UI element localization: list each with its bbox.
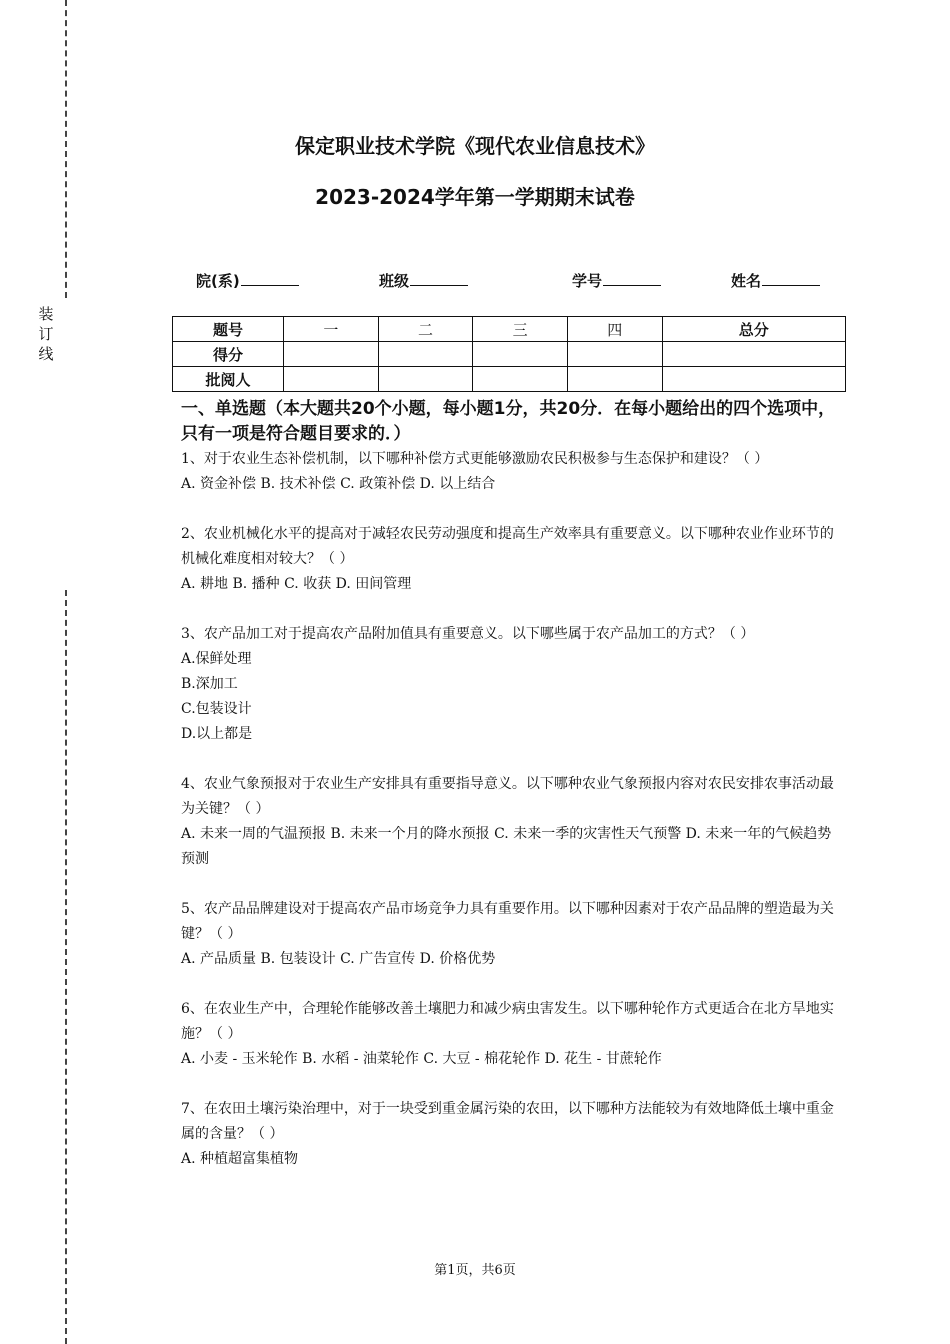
student-info-row [0,270,950,294]
score-cell[interactable] [284,342,379,367]
header-part-4: 四 [567,317,662,342]
question-options: A. 小麦 - 玉米轮作 B. 水稻 - 油菜轮作 C. 大豆 - 棉花轮作 D. 花生 - 甘蔗轮作 [181,1051,662,1067]
header-part-1: 一 [284,317,379,342]
question-options: A. 耕地 B. 播种 C. 收获 D. 田间管理 [181,576,412,592]
binding-line-bottom [65,590,67,1344]
question-options: A. 产品质量 B. 包装设计 C. 广告宣传 D. 价格优势 [181,951,496,967]
question-4 [181,772,841,872]
dept-field[interactable] [196,270,299,291]
dept-label: 院(系) [196,272,240,290]
question-option-b: B.深加工 [181,676,238,692]
student-id-label: 学号 [572,272,603,290]
score-cell[interactable] [662,342,845,367]
student-id-blank[interactable] [603,270,661,286]
grader-cell[interactable] [473,367,568,392]
class-field[interactable] [379,270,468,291]
question-stem: 2、农业机械化水平的提高对于减轻农民劳动强度和提高生产效率具有重要意义。以下哪种农业作业环节的机械化难度相对较大？（ ） [181,526,834,567]
grader-cell[interactable] [378,367,473,392]
class-label: 班级 [379,272,410,290]
grader-cell[interactable] [567,367,662,392]
exam-title: 保定职业技术学院《现代农业信息技术》 [295,134,655,158]
score-cell[interactable] [378,342,473,367]
question-5 [181,897,841,972]
header-part-3: 三 [473,317,568,342]
question-stem: 4、农业气象预报对于农业生产安排具有重要指导意义。以下哪种农业气象预报内容对农民安排农事活动最为关键？（ ） [181,776,834,817]
class-blank[interactable] [410,270,468,286]
score-table [172,316,846,392]
binding-label: 装订线 [38,305,54,363]
grader-row [173,367,846,392]
section-heading: 一、单选题（本大题共20个小题，每小题1分，共20分．在每小题给出的四个选项中，只有一项是符合题目要求的．） [181,399,836,444]
question-6 [181,997,841,1072]
question-stem: 3、农产品加工对于提高农产品附加值具有重要意义。以下哪些属于农产品加工的方式？（ ） [181,626,755,642]
question-stem: 7、在农田土壤污染治理中，对于一块受到重金属污染的农田，以下哪种方法能较为有效地降低土壤中重金属的含量？（ ） [181,1101,834,1142]
grader-row-label: 批阅人 [173,367,284,392]
score-table-header-row [173,317,846,342]
exam-subtitle: 2023-2024学年第一学期期末试卷 [315,185,635,209]
score-row [173,342,846,367]
question-options: A. 资金补偿 B. 技术补偿 C. 政策补偿 D. 以上结合 [181,476,496,492]
name-field[interactable] [731,270,820,291]
question-3 [181,622,841,747]
grader-cell[interactable] [662,367,845,392]
score-cell[interactable] [567,342,662,367]
question-7 [181,1097,841,1172]
name-blank[interactable] [762,270,820,286]
name-label: 姓名 [731,272,762,290]
score-row-label: 得分 [173,342,284,367]
question-stem: 6、在农业生产中，合理轮作能够改善土壤肥力和减少病虫害发生。以下哪种轮作方式更适合在北方旱地实施？（ ） [181,1001,834,1042]
page-footer: 第1页，共6页 [434,1263,516,1278]
question-1 [181,447,841,497]
question-options: A. 种植超富集植物 [181,1151,299,1167]
header-question-number: 题号 [173,317,284,342]
grader-cell[interactable] [284,367,379,392]
question-stem: 5、农产品品牌建设对于提高农产品市场竞争力具有重要作用。以下哪种因素对于农产品品牌的塑造最为关键？（ ） [181,901,834,942]
student-id-field[interactable] [572,270,661,291]
question-2 [181,522,841,597]
dept-blank[interactable] [241,270,299,286]
score-cell[interactable] [473,342,568,367]
question-options: A. 未来一周的气温预报 B. 未来一个月的降水预报 C. 未来一季的灾害性天气预警 D. 未来一年的气候趋势预测 [181,826,832,867]
question-option-d: D.以上都是 [181,726,253,742]
question-stem: 1、对于农业生态补偿机制，以下哪种补偿方式更能够激励农民积极参与生态保护和建设？（ ） [181,451,769,467]
exam-content [181,397,841,1172]
header-part-2: 二 [378,317,473,342]
question-option-c: C.包装设计 [181,701,252,717]
header-total: 总分 [662,317,845,342]
question-option-a: A.保鲜处理 [181,651,252,667]
